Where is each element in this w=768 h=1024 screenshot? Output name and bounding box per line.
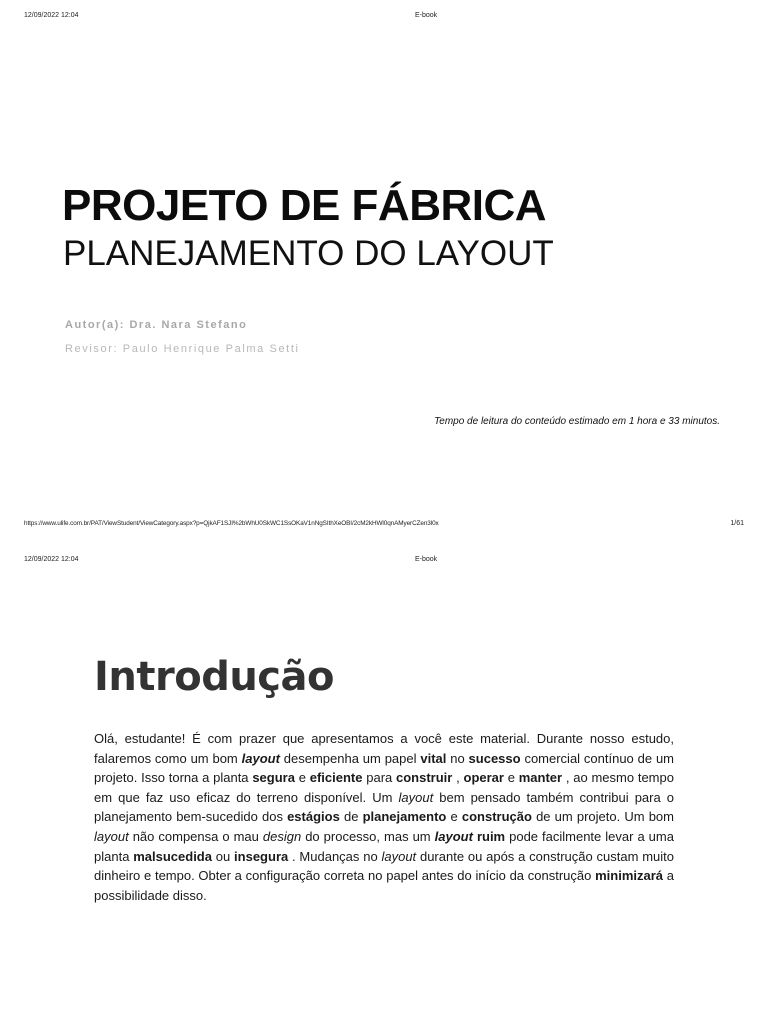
header-title-page2: E-book	[415, 556, 438, 563]
intro-heading: Introdução	[94, 654, 334, 700]
document-title: PROJETO DE FÁBRICA	[62, 181, 547, 230]
footer-page-number: 1/61	[730, 520, 744, 527]
author-line: Autor(a): Dra. Nara Stefano	[65, 319, 248, 331]
reviewer-line: Revisor: Paulo Henrique Palma Setti	[65, 343, 300, 355]
intro-paragraph: Olá, estudante! É com prazer que apresentamos a você este material. Durante nosso estudo, falaremos como um bom layout desempenha um papel vital no sucesso comercial contínuo de um projeto. Isso torna a planta segura e eficiente para construir , operar e manter , ao mesmo tempo em que faz uso eficaz do terreno disponível. Um layout bem pensado também contribui para o planejamento bem-sucedido dos estágios de planejamento e construção de um projeto. Um bom layout não compensa o mau design do processo, mas um layout ruim pode facilmente levar a uma planta malsucedida ou insegura . Mudanças no layout durante ou após a construção custam muito dinheiro e tempo. Obter a configuração correta no papel antes do início da construção minimizará a possibilidade disso.	[94, 731, 675, 903]
header-date: 12/09/2022 12:04	[24, 12, 79, 19]
document-subtitle: PLANEJAMENTO DO LAYOUT	[63, 234, 554, 273]
reading-time: Tempo de leitura do conteúdo estimado em 1 hora e 33 minutos.	[434, 416, 720, 427]
footer-url[interactable]: https://www.ulife.com.br/PAT/ViewStudent/ViewCategory.aspx?p=QjkAF1SJI%2bWhU0SkWC1SsOKaV1nNgSIthXeOBI/2cM2kHWl0qnAMyerCZen3l0x	[24, 520, 439, 527]
header-date-page2: 12/09/2022 12:04	[24, 556, 79, 563]
header-title: E-book	[415, 12, 438, 19]
